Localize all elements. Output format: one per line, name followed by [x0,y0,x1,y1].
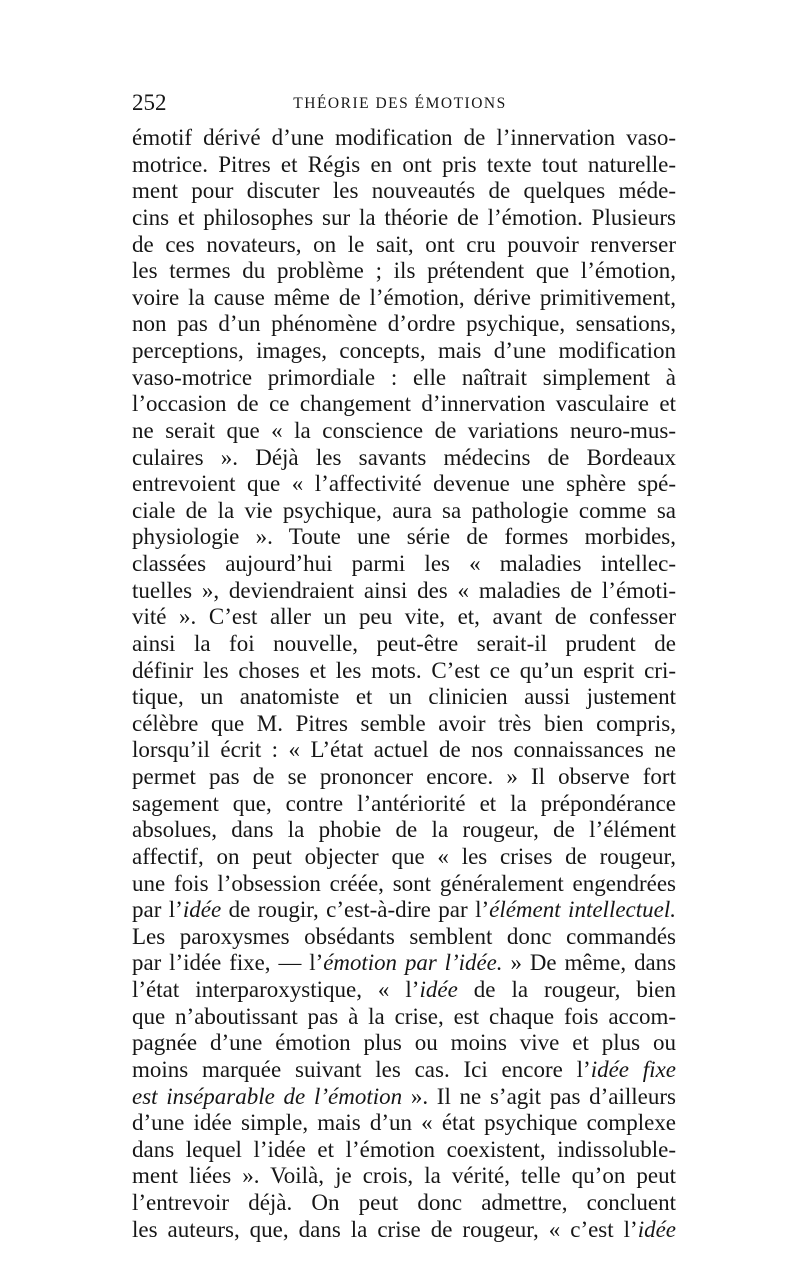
text-segment: cins et philosophes sur la théorie de l’émotion. Plusieurs [132,204,676,230]
text-line [132,791,676,818]
text-segment: Les paroxysmes obsédants semblent donc commandés [132,923,676,949]
text-segment: perceptions, images, concepts, mais d’une modification [132,338,676,363]
text-line [132,471,676,498]
text-segment: permet pas de se prononcer encore. » Il observe fort [132,764,676,789]
text-segment: physiologie ». Toute une série de formes morbides, [132,524,676,550]
text-line [132,871,676,898]
body-text [132,125,676,1243]
text-segment: une fois l’obsession créée, sont généralement engendrées [132,870,676,896]
text-line [132,1163,676,1190]
italic-text: idée [637,1216,676,1242]
italic-text: idée fixe [590,1056,676,1082]
text-line [132,391,676,418]
text-line [132,684,676,711]
text-segment: les auteurs, que, dans la crise de rougeur, « c’est l’ [132,1216,638,1242]
text-line [132,924,676,951]
text-segment: émotif dérivé d’une modification de l’innervation vaso- [132,125,676,150]
text-line [132,1057,676,1084]
text-line [132,1084,676,1111]
text-line [132,1030,676,1057]
text-segment: de ces novateurs, on le sait, ont cru pouvoir renverser [132,231,676,257]
text-line [132,551,676,578]
text-segment: ». Il ne s’agit pas d’ailleurs [402,1083,676,1109]
text-segment: classées aujourd’hui parmi les « maladies intellec- [132,551,676,576]
text-segment: les termes du problème ; ils prétendent que l’émotion, [132,258,676,284]
text-line [132,445,676,472]
text-segment: moins marquée suivant les cas. Ici encore l’ [132,1056,591,1082]
text-line [132,658,676,685]
text-line [132,737,676,764]
text-segment: vaso-motrice primordiale : elle naîtrait simplement à [132,364,676,390]
page-number: 252 [132,90,167,115]
text-segment: de rougir, c’est-à-dire par l’ [221,897,490,923]
text-segment: affectif, on peut objecter que « les crises de rougeur, [132,843,676,869]
text-segment: motrice. Pitres et Régis en ont pris texte tout naturelle- [132,151,676,177]
text-line [132,977,676,1004]
text-segment: culaires ». Déjà les savants médecins de Bordeaux [132,444,676,470]
text-segment: lorsqu’il écrit : « L’état actuel de nos connaissances ne [132,737,676,763]
text-line [132,178,676,205]
text-line [132,950,676,977]
text-segment: » De même, dans [502,950,676,976]
text-segment: sagement que, contre l’antériorité et la prépondérance [132,790,676,816]
text-line [132,1190,676,1217]
text-segment: dans lequel l’idée et l’émotion coexistent, indissoluble- [132,1136,676,1162]
text-line [132,498,676,525]
text-segment: de la rougeur, bien [457,977,676,1002]
text-line [132,338,676,365]
text-segment: par l’ [132,897,183,923]
text-segment: par l’idée fixe, — l’ [132,950,324,976]
text-segment: pagnée d’une émotion plus ou moins vive et plus ou [132,1030,676,1056]
text-segment: tuelles », deviendraient ainsi des « maladies de l’émoti- [132,577,676,603]
text-segment: ment pour discuter les nouveautés de quelques méde- [132,178,676,204]
text-segment: ment liées ». Voilà, je crois, la vérité, telle qu’on peut [132,1163,676,1189]
text-line [132,258,676,285]
text-line [132,631,676,658]
text-line [132,285,676,312]
text-segment: célèbre que M. Pitres semble avoir très bien compris, [132,710,676,736]
text-segment: tique, un anatomiste et un clinicien aussi justement [132,684,676,710]
text-line [132,232,676,259]
text-line [132,365,676,392]
text-line [132,604,676,631]
text-line [132,1217,676,1244]
text-segment: définir les choses et les mots. C’est ce qu’un esprit cri- [132,657,676,683]
text-segment: que n’aboutissant pas à la crise, est chaque fois accom- [132,1003,676,1029]
text-segment: ainsi la foi nouvelle, peut-être serait-il prudent de [132,630,676,656]
text-segment: vité ». C’est aller un peu vite, et, avant de confesser [132,604,676,630]
text-line [132,1004,676,1031]
text-line [132,764,676,791]
text-line [132,1110,676,1137]
text-line [132,152,676,179]
text-segment: entrevoient que « l’affectivité devenue une sphère spé- [132,471,676,497]
text-line [132,817,676,844]
text-segment: d’une idée simple, mais d’un « état psychique complexe [132,1110,676,1136]
text-line [132,205,676,232]
text-line [132,578,676,605]
text-segment: absolues, dans la phobie de la rougeur, de l’élément [132,817,676,843]
text-line [132,711,676,738]
text-segment: l’occasion de ce changement d’innervation vasculaire et [132,391,676,417]
italic-text: idée [419,977,458,1002]
italic-text: émotion par l’idée. [323,950,503,976]
italic-text: est inséparable de l’émotion [132,1083,403,1109]
text-line [132,125,676,152]
text-segment: l’état interparoxystique, « l’ [132,977,420,1002]
text-line [132,1137,676,1164]
running-head: THÉORIE DES ÉMOTIONS [293,95,507,112]
text-line [132,311,676,338]
text-segment: ciale de la vie psychique, aura sa pathologie comme sa [132,497,676,523]
text-segment: ne serait que « la conscience de variations neuro-mus- [132,417,676,443]
text-line [132,524,676,551]
text-segment: voire la cause même de l’émotion, dérive primitivement, [132,284,676,310]
text-line [132,418,676,445]
text-segment: non pas d’un phénomène d’ordre psychique, sensations, [132,311,676,337]
text-line [132,897,676,924]
text-line [132,844,676,871]
italic-text: élément intellectuel. [489,897,676,923]
italic-text: idée [182,897,222,923]
text-segment: l’entrevoir déjà. On peut donc admettre, concluent [132,1190,676,1215]
